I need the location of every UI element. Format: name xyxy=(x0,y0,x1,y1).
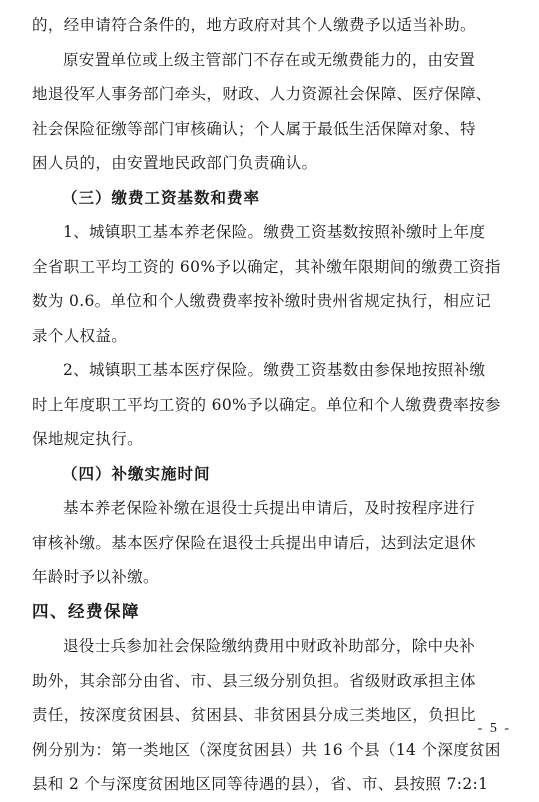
section-heading: 四、经费保障 xyxy=(32,601,140,621)
body-text-line: 的，经申请符合条件的，地方政府对其个人缴费予以适当补助。 xyxy=(32,16,476,34)
body-text-line: 审核补缴。基本医疗保险在退役士兵提出申请后，达到法定退休 xyxy=(32,533,476,552)
body-text-line: 录个人权益。 xyxy=(32,326,128,345)
body-text-line: 数为 0.6。单位和个人缴费费率按补缴时贵州省规定执行，相应记 xyxy=(32,292,491,310)
paragraph-start-line: 1、城镇职工基本养老保险。缴费工资基数按照补缴时上年度 xyxy=(63,223,486,241)
body-text-line: 责任，按深度贫困县、贫困县、非贫困县分成三类地区，负担比 xyxy=(32,706,476,724)
body-text-line: 助外，其余部分由省、市、县三级分别负担。省级财政承担主体 xyxy=(32,671,476,690)
paragraph-start-line: 2、城镇职工基本医疗保险。缴费工资基数由参保地按照补缴 xyxy=(63,361,486,379)
body-text-line: 社会保险征缴等部门审核确认；个人属于最低生活保障对象、特 xyxy=(32,119,476,138)
body-text-line: 县和 2 个与深度贫困地区同等待遇的县），省、市、县按照 7:2:1 xyxy=(32,775,489,793)
body-text-line: 地退役军人事务部门牵头，财政、人力资源社会保障、医疗保障、 xyxy=(32,85,492,103)
page-number: - 5 - xyxy=(477,721,511,736)
body-text-line: 保地规定执行。 xyxy=(32,430,143,448)
body-text-line: 困人员的，由安置地民政部门负责确认。 xyxy=(32,154,318,172)
body-text-line: 年龄时予以补缴。 xyxy=(32,568,159,586)
paragraph-start-line: 基本养老保险补缴在退役士兵提出申请后，及时按程序进行 xyxy=(63,499,476,517)
body-text-line: 例分别为：第一类地区（深度贫困县）共 16 个县（14 个深度贫困 xyxy=(32,740,501,759)
section-subheading: （三）缴费工资基数和费率 xyxy=(62,187,261,207)
section-subheading: （四）补缴实施时间 xyxy=(62,463,211,483)
paragraph-start-line: 原安置单位或上级主管部门不存在或无缴费能力的，由安置 xyxy=(63,50,476,69)
body-text-line: 全省职工平均工资的 60%予以确定，其补缴年限期间的缴费工资指 xyxy=(32,257,501,276)
paragraph-start-line: 退役士兵参加社会保险缴纳费用中财政补助部分，除中央补 xyxy=(63,637,476,655)
body-text-line: 时上年度职工平均工资的 60%予以确定。单位和个人缴费费率按参 xyxy=(32,395,501,414)
